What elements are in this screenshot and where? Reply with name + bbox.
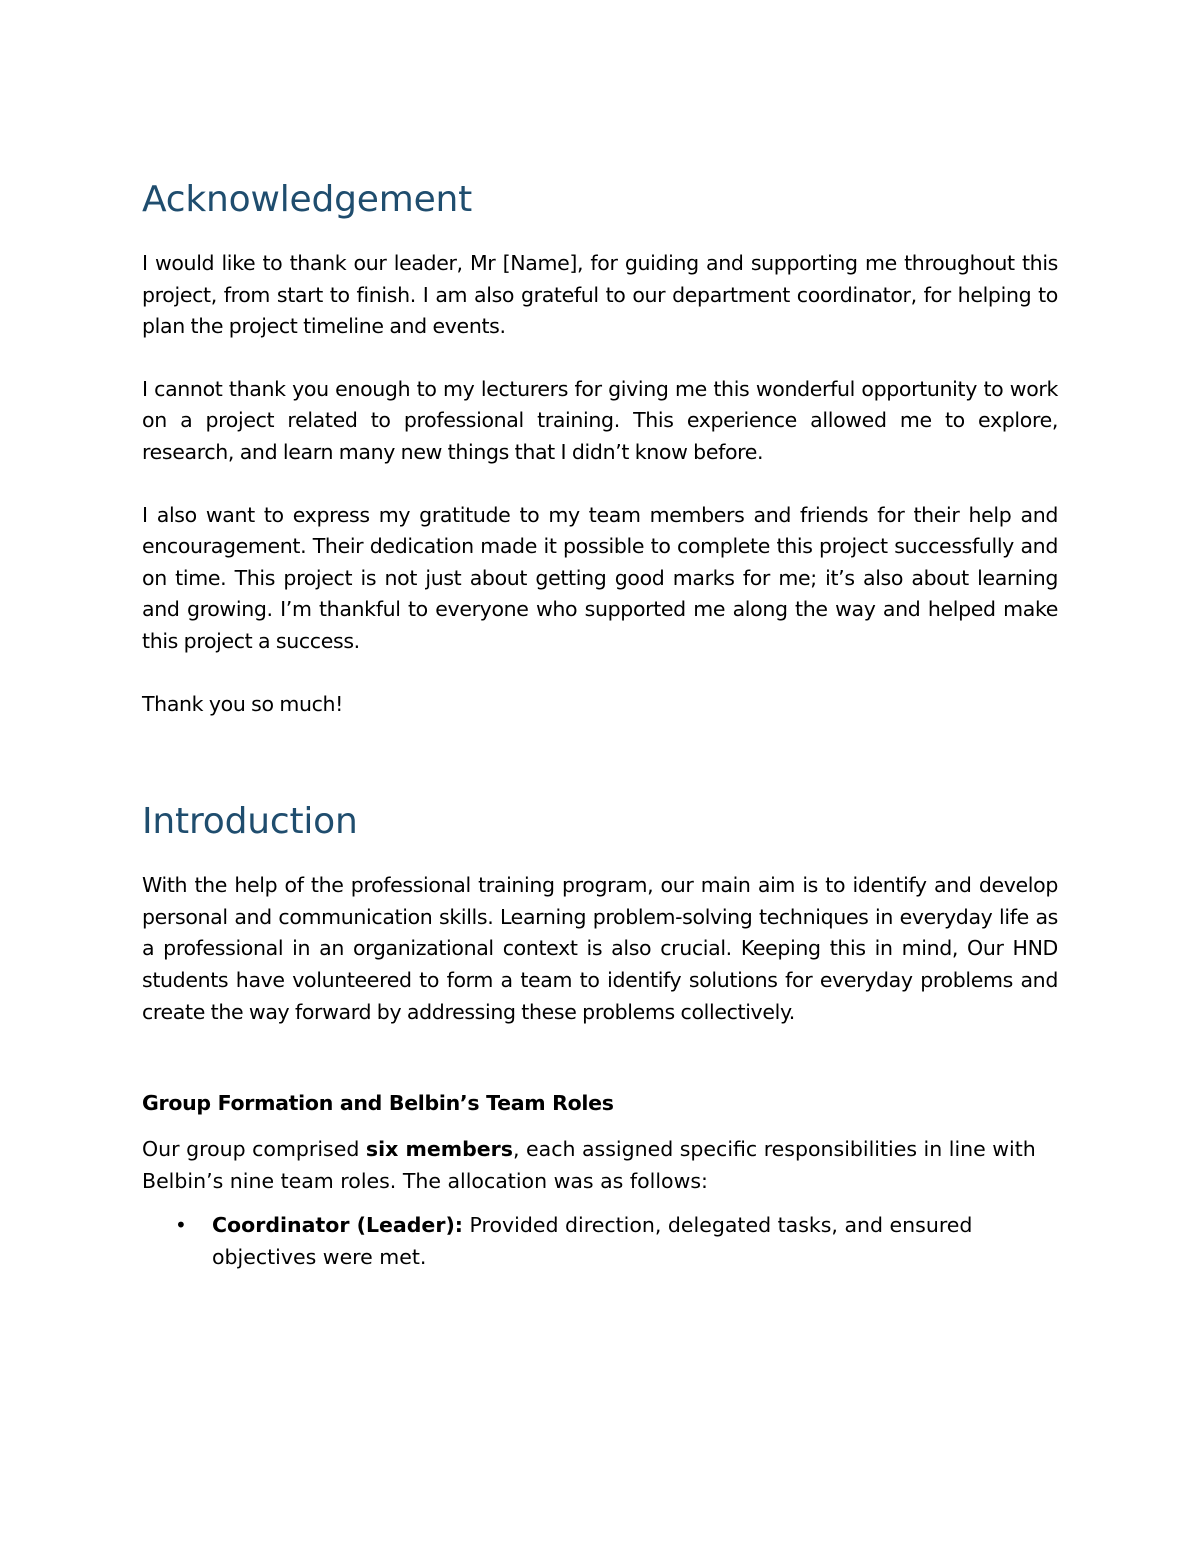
group-formation-heading: Group Formation and Belbin’s Team Roles xyxy=(142,1091,614,1116)
acknowledgement-thanks: Thank you so much! xyxy=(142,691,344,716)
group-intro-text-after: , each assigned specific responsibilities in line with Belbin’s nine team roles. The allocation was as follows: xyxy=(142,1137,1036,1194)
team-roles-list xyxy=(142,1209,1058,1273)
bullet-icon: • xyxy=(175,1213,187,1238)
group-formation-intro xyxy=(142,1133,1042,1197)
role-description: Provided direction, delegated tasks, and ensured objectives were met. xyxy=(212,1213,973,1270)
acknowledgement-paragraph-1: I would like to thank our leader, Mr [Name], for guiding and supporting me throughout this project, from start to finish. I am also grateful to our department coordinator, for helping to plan the project timeline and events. xyxy=(142,251,1058,339)
introduction-heading: Introduction xyxy=(142,801,358,843)
acknowledgement-paragraph-3: I also want to express my gratitude to my team members and friends for their help and encouragement. Their dedication made it possible to complete this project successfully and on time. This project is not just about getting good marks for me; it’s also about learning and growing. I’m thankful to everyone who supported me along the way and helped make this project a success. xyxy=(142,502,1058,653)
document-page xyxy=(142,172,1058,1273)
group-intro-text-before: Our group comprised xyxy=(142,1137,366,1162)
introduction-paragraph: With the help of the professional training program, our main aim is to identify and develop personal and communication skills. Learning problem-solving techniques in everyday life as a professional in an organizational context is also crucial. Keeping this in mind, Our HND students have volunteered to form a team to identify solutions for everyday problems and create the way forward by addressing these problems collectively. xyxy=(142,873,1058,1024)
acknowledgement-paragraph-2: I cannot thank you enough to my lecturers for giving me this wonderful opportunity to work on a project related to professional training. This experience allowed me to explore, research, and learn many new things that I didn’t know before. xyxy=(142,376,1058,464)
list-item xyxy=(142,1209,1012,1273)
acknowledgement-heading: Acknowledgement xyxy=(142,179,473,220)
role-title: Coordinator (Leader): xyxy=(212,1213,464,1238)
group-intro-members-count: six members xyxy=(365,1137,513,1162)
